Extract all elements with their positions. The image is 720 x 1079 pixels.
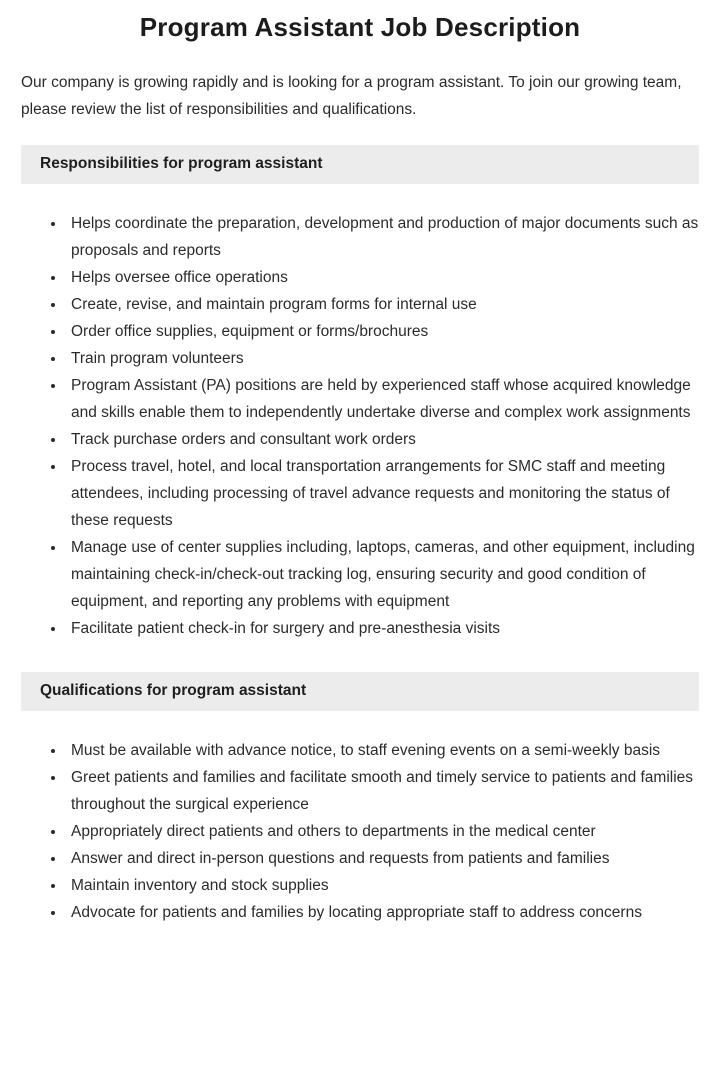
list-item: • Create, revise, and maintain program forms for internal use bbox=[66, 291, 699, 318]
intro-paragraph: Our company is growing rapidly and is looking for a program assistant. To join our growing team, please review the list of responsibilities and qualifications. bbox=[21, 74, 682, 118]
list-item: • Program Assistant (PA) positions are held by experienced staff whose acquired knowledge and skills enable them to independently undertake diverse and complex work assignments bbox=[66, 372, 699, 426]
list-item: • Must be available with advance notice, to staff evening events on a semi-weekly basis bbox=[66, 737, 699, 764]
list-item: • Order office supplies, equipment or forms/brochures bbox=[66, 318, 699, 345]
responsibilities-list bbox=[21, 210, 699, 642]
list-item: • Facilitate patient check-in for surgery and pre-anesthesia visits bbox=[66, 615, 699, 642]
qualifications-list bbox=[21, 737, 699, 926]
list-item: • Process travel, hotel, and local transportation arrangements for SMC staff and meeting attendees, including processing of travel advance requests and monitoring the status of these requests bbox=[66, 453, 699, 534]
list-item: • Manage use of center supplies including, laptops, cameras, and other equipment, including maintaining check-in/check-out tracking log, ensuring security and good condition of equipment, and reporting any problems with equipment bbox=[66, 534, 699, 615]
qualifications-section bbox=[21, 672, 699, 926]
list-item: • Track purchase orders and consultant work orders bbox=[66, 426, 699, 453]
list-item: • Advocate for patients and families by locating appropriate staff to address concerns bbox=[66, 899, 699, 926]
list-item: • Maintain inventory and stock supplies bbox=[66, 872, 699, 899]
list-item: • Helps coordinate the preparation, development and production of major documents such as proposals and reports bbox=[66, 210, 699, 264]
page-title: Program Assistant Job Description bbox=[139, 12, 581, 42]
list-item: • Appropriately direct patients and others to departments in the medical center bbox=[66, 818, 699, 845]
responsibilities-section bbox=[21, 145, 699, 642]
list-item: • Helps oversee office operations bbox=[66, 264, 699, 291]
list-item: • Answer and direct in-person questions and requests from patients and families bbox=[66, 845, 699, 872]
list-item: • Greet patients and families and facilitate smooth and timely service to patients and families throughout the surgical experience bbox=[66, 764, 699, 818]
qualifications-section-heading: Qualifications for program assistant bbox=[21, 672, 699, 711]
list-item: • Train program volunteers bbox=[66, 345, 699, 372]
responsibilities-section-heading: Responsibilities for program assistant bbox=[21, 145, 699, 184]
